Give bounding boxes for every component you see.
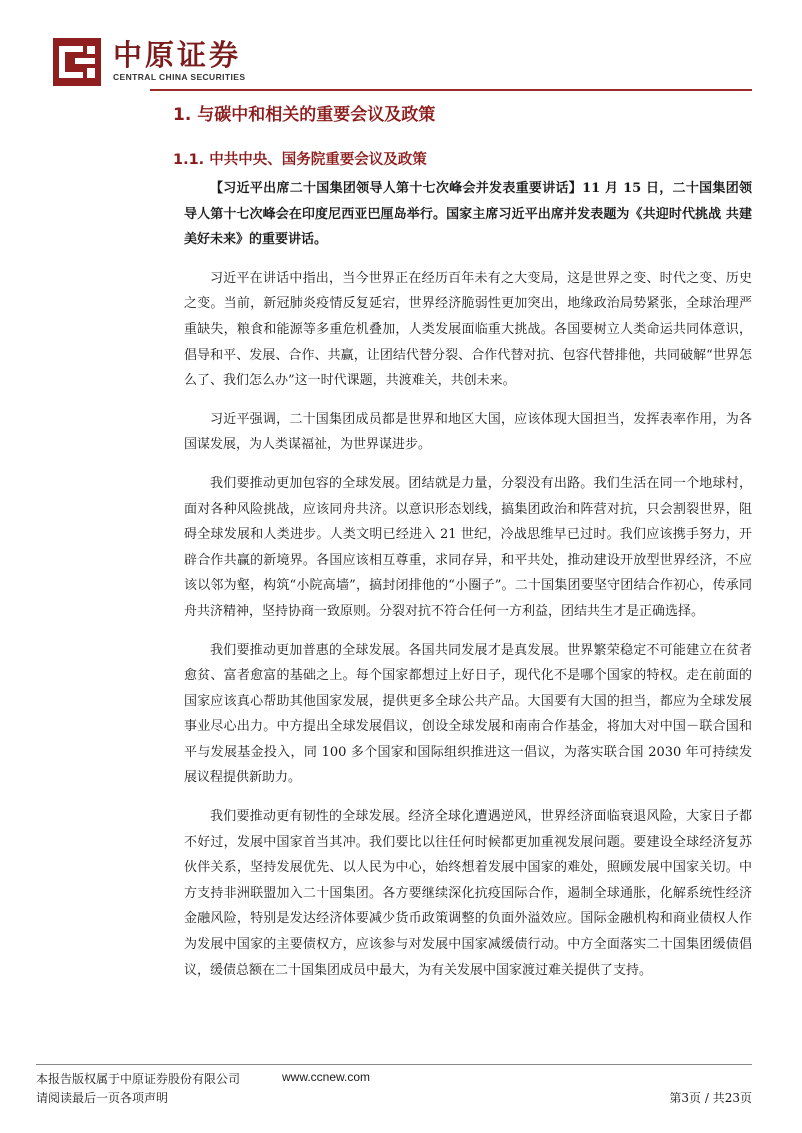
- company-name-en: CENTRAL CHINA SECURITIES: [113, 72, 246, 82]
- footer-copyright: 本报告版权属于中原证券股份有限公司: [36, 1072, 241, 1086]
- paragraph: 习近平强调，二十国集团成员都是世界和地区大国，应该体现大国担当，发挥表率作用，为各国谋发展，为人类谋福祉，为世界谋进步。: [184, 411, 752, 453]
- paragraph: 我们要推动更加包容的全球发展。团结就是力量，分裂没有出路。我们生活在同一个地球村，面对各种风险挑战，应该同舟共济。以意识形态划线，搞集团政治和阵营对抗，只会割裂世界，阻碍全球发展和人类进步。人类文明已经进入 21 世纪，冷战思维早已过时。我们应该携手努力，开辟合作共赢的新境界。各国应该相互尊重，求同存异，和平共处，推动建设开放型世界经济，不应该以邻为壑，构筑“小院高墙”，搞封闭排他的“小圈子”。二十国集团要坚守团结合作初心，传承同舟共济精神，坚持协商一致原则。分裂对抗不符合任何一方利益，团结共生才是正确选择。: [184, 475, 752, 619]
- company-name-cn: 中原证券: [113, 38, 242, 72]
- company-logo-icon: [53, 38, 101, 86]
- paragraph: 习近平在讲话中指出，当今世界正在经历百年未有之大变局，这是世界之变、时代之变、历史之变。当前，新冠肺炎疫情反复延宕，世界经济脆弱性更加突出，地缘政治局势紧张，全球治理严重缺失，粮食和能源等多重危机叠加，人类发展面临重大挑战。各国要树立人类命运共同体意识，倡导和平、发展、合作、共赢，让团结代替分裂、合作代替对抗、包容代替排他，共同破解“世界怎么了、我们怎么办”这一时代课题，共渡难关，共创未来。: [184, 270, 752, 389]
- footer-disclaimer: 请阅读最后一页各项声明: [36, 1091, 169, 1105]
- paragraph: 我们要推动更加普惠的全球发展。各国共同发展才是真发展。世界繁荣稳定不可能建立在贫者愈贫、富者愈富的基础之上。每个国家都想过上好日子，现代化不是哪个国家的特权。走在前面的国家应该真心帮助其他国家发展，提供更多全球公共产品。大国要有大国的担当，都应为全球发展事业尽心出力。中方提出全球发展倡议，创设全球发展和南南合作基金，将加大对中国－联合国和平与发展基金投入，同 100 多个国家和国际组织推进这一倡议，为落实联合国 2030 年可持续发展议程提供新助力。: [184, 642, 752, 786]
- paragraph: 我们要推动更有韧性的全球发展。经济全球化遭遇逆风，世界经济面临衰退风险，大家日子都不好过，发展中国家首当其冲。我们要比以往任何时候都更加重视发展问题。要建设全球经济复苏伙伴关系，坚持发展优先、以人民为中心，始终想着发展中国家的难处，照顾发展中国家关切。中方支持非洲联盟加入二十国集团。各方要继续深化抗疫国际合作，遏制全球通胀，化解系统性经济金融风险，特别是发达经济体要减少货币政策调整的负面外溢效应。国际金融机构和商业债权人作为发展中国家的主要债权方，应该参与对发展中国家减缓债行动。中方全面落实二十国集团缓债倡议，缓债总额在二十国集团成员中最大，为有关发展中国家渡过难关提供了支持。: [184, 809, 752, 978]
- subsection-heading: 1.1. 中共中央、国务院重要会议及政策: [173, 152, 427, 168]
- section-heading: 1. 与碳中和相关的重要会议及政策: [173, 105, 436, 125]
- footer-website-link[interactable]: www.ccnew.com: [282, 1070, 371, 1084]
- body-text: [184, 176, 752, 996]
- report-header: [53, 36, 753, 92]
- page-number: 第3页 / 共23页: [669, 1091, 752, 1105]
- footer-divider: [36, 1064, 752, 1065]
- lead-paragraph: 【习近平出席二十国集团领导人第十七次峰会并发表重要讲话】11 月 15 日，二十国集团领导人第十七次峰会在印度尼西亚巴厘岛举行。国家主席习近平出席并发表题为《共迎时代挑战 共建美好未来》的重要讲话。: [184, 181, 752, 248]
- header-divider: [150, 89, 752, 91]
